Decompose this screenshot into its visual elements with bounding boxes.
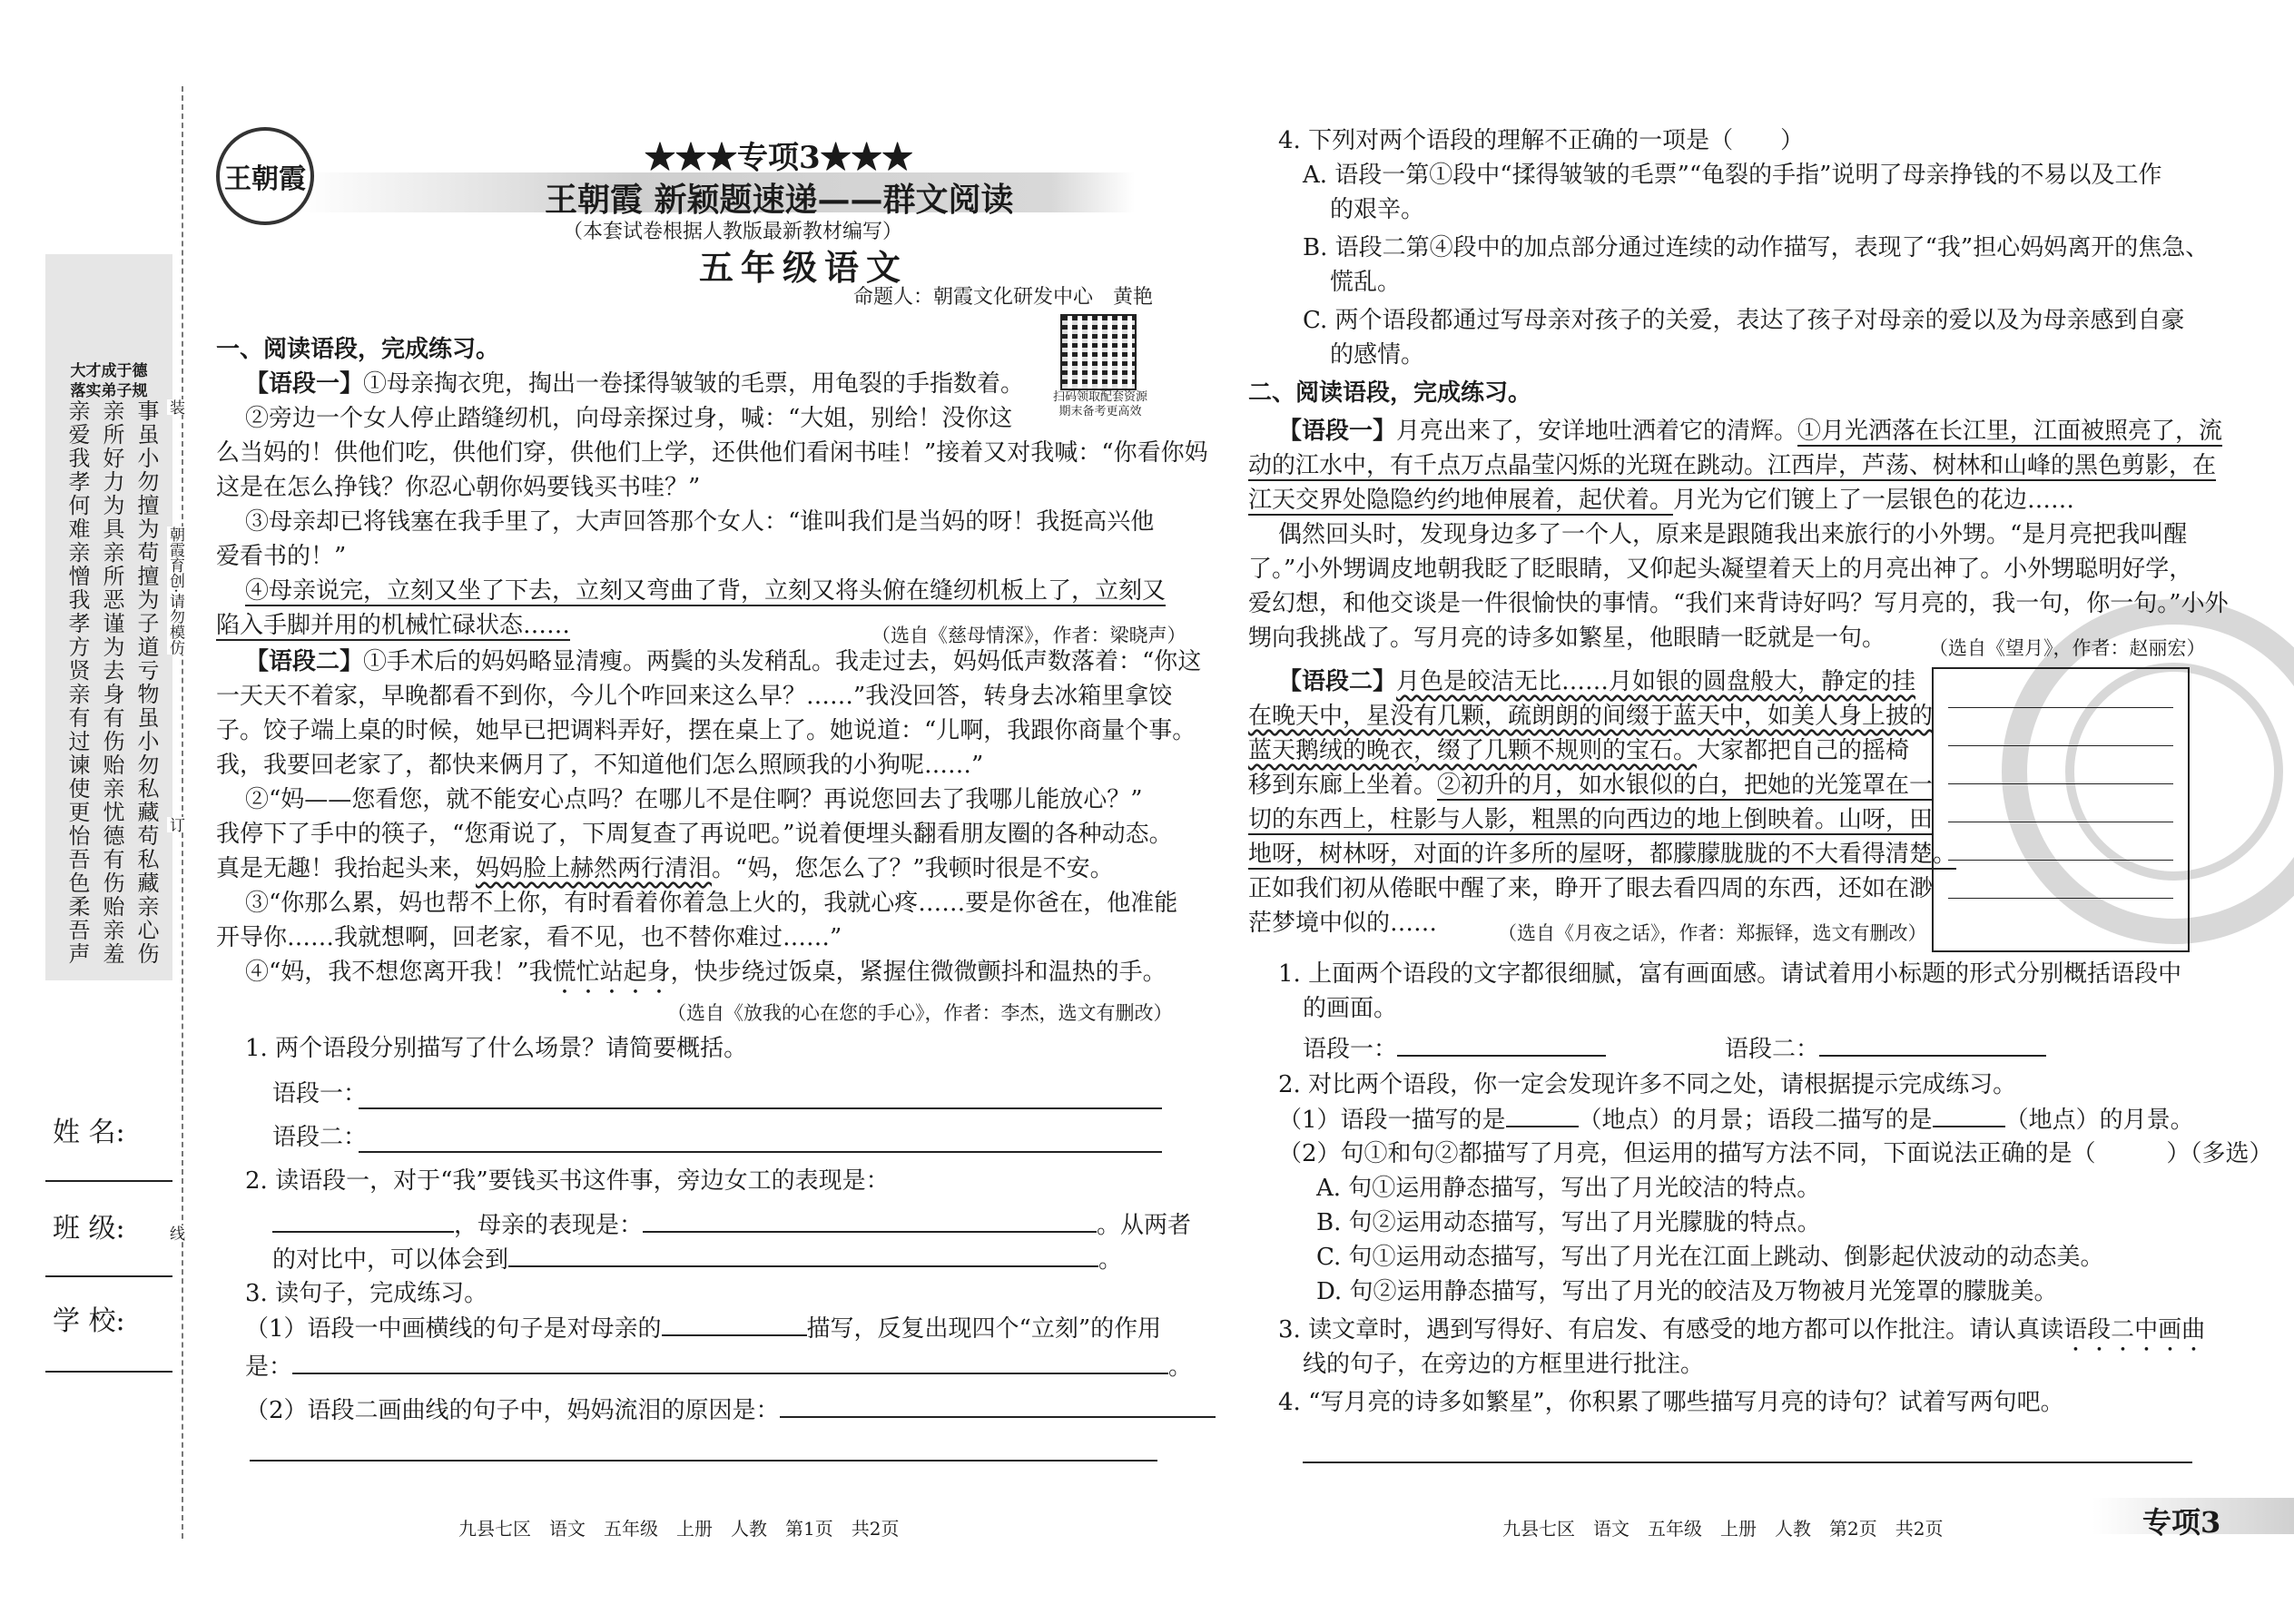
choice-c[interactable]: C. 句①运用动态描写，写出了月光在江面上跳动、倒影起伏波动的动态美。 [1316, 1244, 2104, 1271]
text-span: （2）语段二画曲线的句子中，妈妈流泪的原因是： [245, 1397, 780, 1424]
text-line [1248, 737, 1909, 764]
class-field[interactable] [45, 1275, 172, 1277]
text-span: ，快步绕过饭桌，紧握住微微颤抖和温热的手。 [670, 959, 1167, 986]
underlined-line: ④母亲说完，立刻又坐了下去，立刻又弯曲了背，立刻又将头俯在缝纫机板上了，立刻又 [245, 577, 1167, 605]
question-s1: 1. 上面两个语段的文字都很细腻，富有画面感。请试着用小标题的形式分别概括语段中 [1278, 960, 2182, 988]
text-line [245, 1396, 1216, 1424]
name-label: 姓 名: [53, 1117, 125, 1148]
text-line: 甥向我挑战了。写月亮的诗多如繁星，他眼睛一眨就是一句。 [1248, 625, 1886, 652]
answer-line[interactable] [359, 1151, 1162, 1153]
text-line: 偶然回头时，发现身边多了一个人，原来是跟随我出来旅行的小外甥。“是月亮把我叫醒 [1278, 521, 2188, 548]
text-line: 正如我们初从倦眠中醒了来，睁开了眼去看四周的东西，还如在渺 [1248, 875, 1934, 902]
text-span: 大家都把自己的摇椅 [1697, 737, 1910, 764]
answer-label: 语段二： [1725, 1036, 1820, 1063]
answer-blank[interactable] [780, 1396, 1216, 1418]
text-line [216, 855, 1114, 882]
passage-label: 【语段二】 [1278, 668, 1397, 695]
answer-label: 语段一： [272, 1080, 368, 1107]
text-line: 么当妈的！供他们吃，供他们穿，供他们上学，还供他们看闲书哇！”接着又对我喊：“你看你妈 [216, 439, 1208, 467]
answer-blank[interactable] [1397, 1035, 1606, 1057]
author-line: 命题人：朝霞文化研发中心 黄艳 [853, 286, 1154, 309]
text-span: 月光为它们镀上了一层银色的花边…… [1673, 487, 2075, 514]
text-line [1278, 668, 1915, 695]
question-2: 2. 读语段一，对于“我”要钱买书这件事，旁边女工的表现是： [245, 1167, 890, 1195]
answer-line[interactable] [1303, 1462, 2192, 1463]
wavy-sentence: 妈妈脸上赫然两行清泪 [476, 855, 713, 882]
wavy-sentence: 蓝天鹅绒的晚衣，缀了几颗不规则的宝石。 [1248, 737, 1698, 764]
text-line: 的对比中，可以体会到 。 [272, 1246, 1123, 1274]
text-line [1725, 1035, 2046, 1063]
dotted-words: 语段二中画曲 [2063, 1316, 2206, 1343]
section-heading: 一、阅读语段，完成练习。 [216, 336, 500, 363]
qr-caption: 扫码领取配套资源 期末备考更高效 [1052, 390, 1147, 418]
fold-mark: 装 [167, 399, 187, 415]
answer-blank[interactable] [292, 1353, 1168, 1374]
text-line: 我停下了手中的筷子，“您甭说了，下周复查了再说吧。”说着便埋头翻看朋友圈的各种动态。 [216, 821, 1173, 848]
text-span: 。“妈，您怎么了？”我顿时很是不安。 [712, 855, 1114, 882]
answer-line[interactable] [250, 1460, 1157, 1462]
answer-label: 语段二： [272, 1124, 368, 1151]
text-line: （2）句①和句②都描写了月亮，但运用的描写方法不同，下面说法正确的是（ ）（多选） [1278, 1140, 2273, 1167]
annotation-line [1948, 745, 2173, 746]
wavy-line: 在晚天中，星没有几颗，疏朗朗的间缀于蓝天中，如美人身上披的 [1248, 703, 1934, 730]
underlined-sentence: 江天交界处隐隐约约地伸展着，起伏着。 [1248, 487, 1674, 514]
passage-label: 【语段一】 [1278, 418, 1397, 445]
text-span: 月亮出来了，安详地吐洒着它的清辉。 [1396, 418, 1798, 445]
text-line: 的画面。 [1303, 995, 1398, 1022]
sidebar-motto [45, 361, 172, 401]
name-field[interactable] [45, 1180, 172, 1182]
page-footer: 九县七区 语文 五年级 上册 人教 第1页 共2页 [458, 1518, 900, 1540]
option-a: A. 语段一第①段中“揉得皱皱的毛票”“龟裂的手指”说明了母亲挣钱的不易以及工作 [1303, 162, 2162, 189]
underlined-line: 动的江水中，有千点万点晶莹闪烁的光斑在跳动。江西岸，芦荡、树林和山峰的黑色剪影，在 [1248, 452, 2217, 479]
page-footer: 九县七区 语文 五年级 上册 人教 第2页 共2页 [1502, 1518, 1944, 1540]
underlined-line: 陷入手脚并用的机械忙碌状态…… [216, 612, 571, 639]
answer-blank[interactable] [643, 1211, 1097, 1233]
option-b-cont: 慌乱。 [1330, 269, 1402, 296]
fold-mark: 订 [167, 817, 187, 832]
source-note: （选自《月夜之话》，作者：郑振铎，选文有删改） [1498, 922, 1927, 944]
underlined-line: 切的东西上，柱影与人影，粗黑的向西边的地上倒映着。山呀，田 [1248, 806, 1934, 833]
sidebar-column: 亲所好力为具亲所恶谨为去身有伤贻亲忧德有伤贻亲羞 [99, 399, 124, 966]
answer-line[interactable] [359, 1107, 1162, 1109]
choice-a[interactable]: A. 句①运用静态描写，写出了月光皎洁的特点。 [1316, 1175, 1821, 1202]
grade-title: 五年级语文 [699, 247, 909, 288]
source-note: （选自《望月》，作者：赵丽宏） [1929, 637, 2206, 659]
text-line [245, 370, 1024, 398]
choice-d[interactable]: D. 句②运用静态描写，写出了月光的皎洁及万物被月光笼罩的朦胧美。 [1316, 1278, 2058, 1305]
paper-title: 王朝霞 新颖题速递——群文阅读 [545, 181, 1014, 219]
text-span: 真是无趣！我抬起头来， [216, 855, 477, 882]
text-line [245, 648, 1201, 675]
underlined-sentence: ②初升的月，如水银似的白，把她的光笼罩在一 [1437, 772, 1934, 799]
text-line: 了。”小外甥调皮地朝我眨了眨眼睛，又仰起头凝望着天上的月亮出神了。小外甥聪明好学， [1248, 556, 2193, 583]
passage-label: 【语段二】 [245, 648, 364, 675]
text-line: ②旁边一个女人停止踏缝纫机，向母亲探过身，喊：“大姐，别给！没你这 [245, 405, 1013, 432]
text-line: 一天天不着家，早晚都看不到你，今儿个咋回来这么早？……”我没回答，转身去冰箱里拿饺 [216, 683, 1173, 710]
paper-subtitle: （本套试卷根据人教版最新教材编写） [563, 221, 903, 243]
fold-line [182, 86, 183, 1539]
choice-b[interactable]: B. 句②运用动态描写，写出了月光朦胧的特点。 [1316, 1209, 1821, 1236]
text-line [1278, 1106, 2194, 1134]
motto-line: 大才成于德 [70, 362, 148, 380]
question-s2: 2. 对比两个语段，你一定会发现许多不同之处，请根据提示完成练习。 [1278, 1071, 2017, 1098]
answer-blank[interactable] [272, 1211, 454, 1233]
text-line [1278, 418, 2222, 445]
question-3: 3. 读句子，完成练习。 [245, 1280, 488, 1307]
text-line: 我，我要回老家了，都快来俩月了，不知道他们怎么照顾我的小狗呢……” [216, 752, 984, 779]
special-label: ★★★专项3★★★ [645, 140, 913, 176]
source-note: （选自《放我的心在您的手心》，作者：李杰，选文有删改） [667, 1002, 1173, 1024]
question-4: 4. 下列对两个语段的理解不正确的一项是（ ） [1278, 127, 1805, 154]
answer-blank[interactable] [508, 1245, 1098, 1267]
school-label: 学 校: [53, 1305, 125, 1337]
text-line: ③“你那么累，妈也帮不上你，有时看着你着急上火的，我就心疼……要是你爸在，他准能 [245, 890, 1178, 917]
question-1: 1. 两个语段分别描写了什么场景？请简要概括。 [245, 1035, 748, 1062]
text-span: （1）语段一描写的是 [1278, 1107, 1506, 1134]
text-line: 线的句子，在旁边的方框里进行批注。 [1303, 1351, 1705, 1378]
sidebar-column: 事虽小勿擅为苟擅为子道亏物虽小勿私藏苟私藏亲心伤 [133, 399, 159, 966]
fold-mark: 线 [167, 1225, 187, 1241]
section-heading: 二、阅读语段，完成练习。 [1248, 379, 1532, 407]
text-span: ①母亲掏衣兜，掏出一卷揉得皱皱的毛票，用龟裂的手指数着。 [363, 370, 1025, 398]
text-line: 是： 。 [245, 1353, 1193, 1381]
text-line: 爱看书的！” [216, 543, 347, 570]
text-span: ④“妈，我不想您离开我！”我 [245, 959, 553, 986]
answer-blank[interactable] [1506, 1106, 1579, 1127]
answer-blank[interactable] [662, 1314, 807, 1336]
text-span: ，母亲的表现是： [454, 1212, 644, 1239]
text-span: （地点）的月景；语段二描写的是 [1578, 1107, 1933, 1134]
text-span: 。从两者 [1097, 1212, 1192, 1239]
text-line: 这是在怎么挣钱？你忍心朝你妈要钱买书哇？” [216, 474, 701, 501]
annotation-line [1948, 783, 2173, 784]
sidebar-column: 亲爱我孝何难亲憎我孝方贤亲有过谏使更怡吾色柔吾声 [64, 399, 90, 966]
motto-line: 落实弟子规 [70, 382, 148, 400]
school-field[interactable] [45, 1371, 172, 1373]
text-line: 开导你……我就想啊，回老家，看不见，也不替你难过……” [216, 924, 842, 951]
wavy-sentence: 月色是皎洁无比……月如银的圆盘般大，静定的挂 [1396, 668, 1916, 695]
corner-label: 专项3 [2142, 1505, 2221, 1540]
option-b: B. 语段二第④段中的加点部分通过连续的动作描写，表现了“我”担心妈妈离开的焦急、 [1303, 234, 2210, 261]
source-note: （选自《慈母情深》，作者：梁晓声） [871, 625, 1186, 646]
annotation-line [1948, 898, 2173, 899]
text-line [1248, 772, 1933, 799]
text-line [245, 1314, 1161, 1343]
qr-code[interactable] [1060, 314, 1137, 390]
text-span: （1）语段一中画横线的句子是对母亲的 [245, 1315, 662, 1343]
option-c-cont: 的感情。 [1330, 341, 1425, 369]
text-span: （地点）的月景。 [2004, 1107, 2194, 1134]
text-span: 移到东廊上坐着。 [1248, 772, 1438, 799]
underlined-sentence: ①月光洒落在长江里，江面被照亮了，流 [1797, 418, 2223, 445]
text-line: ②“妈——您看您，就不能安心点吗？在哪儿不是住啊？再说您回去了我哪儿能放心？” [245, 786, 1143, 813]
text-span: 是： [245, 1353, 293, 1381]
annotation-line [1948, 707, 2173, 708]
text-line [245, 959, 1167, 999]
passage-label: 【语段一】 [245, 370, 364, 398]
text-line [1303, 1035, 1606, 1063]
text-line: 子。饺子端上桌的时候，她早已把调料弄好，摆在桌上了。她说道：“儿啊，我跟你商量个事。 [216, 717, 1196, 744]
text-span: 的对比中，可以体会到 [272, 1246, 509, 1274]
answer-blank[interactable] [1933, 1106, 2005, 1127]
class-label: 班 级: [53, 1213, 125, 1245]
option-c: C. 两个语段都通过写母亲对孩子的关爱，表达了孩子对母亲的爱以及为母亲感到自豪 [1303, 307, 2185, 334]
question-s4: 4. “写月亮的诗多如繁星”，你积累了哪些描写月亮的诗句？试着写两句吧。 [1278, 1389, 2064, 1416]
option-a-cont: 的艰辛。 [1330, 196, 1425, 223]
text-span: ①手术后的妈妈略显清瘦。两鬓的头发稍乱。我走过去，妈妈低声数落着：“你这 [363, 648, 1202, 675]
fold-mark: 朝霞育创·请勿模仿 [167, 527, 187, 655]
text-line [272, 1211, 1191, 1239]
text-line: 茫梦境中似的…… [1248, 910, 1438, 937]
annotation-line [1948, 860, 2173, 861]
brand-logo: 王朝霞 [216, 127, 314, 225]
underlined-line: 地呀，树林呀，对面的许多所的屋呀，都朦朦胧胧的不大看得清楚。 [1248, 841, 1957, 868]
text-span: 描写，反复出现四个“立刻”的作用 [806, 1315, 1162, 1343]
text-line: 爱幻想，和他交谈是一件很愉快的事情。“我们来背诗好吗？写月亮的，我一句，你一句。”小外 [1248, 590, 2229, 617]
dotted-words: 慌忙站起身 [552, 959, 671, 986]
answer-blank[interactable] [1819, 1035, 2046, 1057]
text-line: ③母亲却已将钱塞在我手里了，大声回答那个女人：“谁叫我们是当妈的呀！我挺高兴他 [245, 508, 1155, 536]
answer-label: 语段一： [1303, 1036, 1398, 1063]
text-span: 3. 读文章时，遇到写得好、有启发、有感受的地方都可以作批注。请认真读 [1278, 1316, 2064, 1343]
sidebar-panel [45, 254, 172, 980]
annotation-box[interactable] [1932, 667, 2190, 952]
text-line [1248, 487, 2074, 514]
